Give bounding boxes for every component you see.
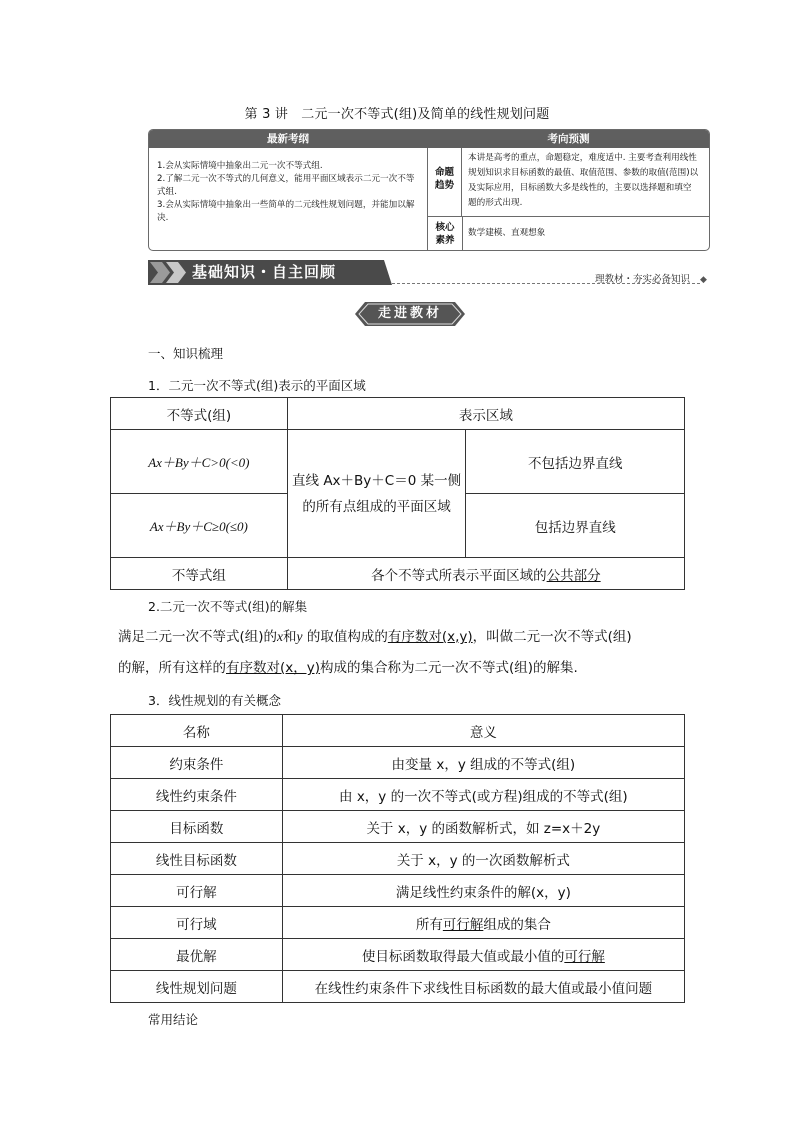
- table-cell: 包括边界直线: [466, 494, 685, 558]
- subsection-heading: 2.二元一次不等式(组)的解集: [148, 599, 308, 614]
- region-desc-line: 的所有点组成的平面区域: [302, 498, 451, 515]
- text: 和: [283, 629, 297, 645]
- cell-text: 所有: [415, 916, 443, 933]
- table-row: [111, 747, 685, 779]
- table-cell: 满足线性约束条件的解(x，y): [282, 875, 684, 907]
- region-table: [110, 397, 685, 590]
- trend-text: 本讲是高考的重点，命题稳定，难度适中. 主要考查利用线性规划知识求目标函数的最值、取值范围、参数的取值(范围)以及实际应用，目标函数大多是线性的，主要以选择题和填空题的形式出现.: [468, 153, 699, 208]
- trend-title: 考向预测: [547, 133, 590, 145]
- table-header: 名称: [111, 715, 283, 747]
- table-row: [111, 907, 685, 939]
- textbook-badge: [355, 302, 465, 326]
- table-row: [111, 811, 685, 843]
- table-header: 不等式(组): [111, 398, 288, 430]
- table-cell: [282, 939, 684, 971]
- section-heading: 常用结论: [148, 1012, 199, 1027]
- table-cell: 线性约束条件: [111, 779, 283, 811]
- cell-text: 组成的集合: [483, 916, 551, 933]
- table-cell: 不等式组: [111, 558, 288, 590]
- banner-tag: 理教材・夯实必备知识: [594, 274, 690, 285]
- text: ，叫做二元一次不等式(组): [472, 629, 632, 645]
- var-x: x: [277, 629, 284, 644]
- table-cell: 最优解: [111, 939, 283, 971]
- table-header: 意义: [282, 715, 684, 747]
- text: 的取值构成的: [302, 629, 388, 645]
- cell-text: 各个不等式所表示平面区域的: [371, 567, 547, 584]
- table-cell: 由 x，y 的一次不等式(或方程)组成的不等式(组): [282, 779, 684, 811]
- text-underlined: 有序数对(x，y): [226, 660, 321, 676]
- outline-item: 2.了解二元一次不等式的几何意义，能用平面区域表示二元一次不等式组.: [157, 174, 415, 197]
- var-y: y: [296, 629, 303, 644]
- badge-label: 走进教材: [377, 306, 442, 321]
- trend-label: 命题趋势: [428, 148, 462, 216]
- banner-title: 基础知识・自主回顾: [192, 263, 337, 281]
- outline-title: 最新考纲: [267, 133, 309, 145]
- outline-box: [148, 129, 710, 251]
- table-cell: Ax＋By＋C≥0(≤0): [111, 494, 288, 558]
- literacy-text: 数学建模、直观想象: [468, 228, 546, 238]
- table-row: [111, 875, 685, 907]
- divider: [428, 216, 709, 217]
- text: 满足二元一次不等式(组)的: [118, 629, 278, 645]
- paragraph-line: [118, 626, 632, 648]
- diamond-icon: ◆: [700, 275, 707, 285]
- section-heading: 一、知识梳理: [148, 346, 224, 361]
- table-cell: 在线性约束条件下求线性目标函数的最大值或最小值问题: [282, 971, 684, 1003]
- literacy-label: 核心素养: [428, 217, 463, 250]
- cell-text: 使目标函数取得最大值或最小值的: [361, 948, 565, 965]
- table-cell: 关于 x，y 的函数解析式，如 z=x＋2y: [282, 811, 684, 843]
- outline-list: [149, 148, 428, 250]
- table-cell: [287, 430, 466, 558]
- outline-item: 3.会从实际情境中抽象出一些简单的二元线性规划问题，并能加以解决.: [157, 200, 415, 223]
- subsection-heading: 1．二元一次不等式(组)表示的平面区域: [148, 378, 366, 393]
- text: 构成的集合称为二元一次不等式(组)的解集.: [320, 660, 578, 676]
- table-row: [111, 971, 685, 1003]
- cell-text-underlined: 公共部分: [546, 567, 601, 584]
- table-cell: [287, 558, 684, 590]
- subsection-heading: 3．线性规划的有关概念: [148, 693, 281, 708]
- table-cell: 线性目标函数: [111, 843, 283, 875]
- table-cell: 目标函数: [111, 811, 283, 843]
- text: 的解，所有这样的: [118, 660, 226, 676]
- table-cell: Ax＋By＋C>0(<0): [111, 430, 288, 494]
- outline-item: 1.会从实际情境中抽象出二元一次不等式组.: [157, 161, 323, 171]
- concept-table: [110, 714, 685, 1003]
- paragraph-line: [118, 657, 578, 679]
- section-banner: [148, 260, 392, 285]
- table-cell: 不包括边界直线: [466, 430, 685, 494]
- table-cell: 可行解: [111, 875, 283, 907]
- outline-header-bar: [149, 130, 709, 148]
- page-title: 第 3 讲 二元一次不等式(组)及简单的线性规划问题: [244, 107, 550, 122]
- table-cell: 关于 x，y 的一次函数解析式: [282, 843, 684, 875]
- table-cell: 可行域: [111, 907, 283, 939]
- table-row: [111, 843, 685, 875]
- table-row: [111, 779, 685, 811]
- table-header: 表示区域: [287, 398, 684, 430]
- table-cell: [282, 907, 684, 939]
- cell-text-underlined: 可行解: [442, 916, 484, 933]
- table-cell: 线性规划问题: [111, 971, 283, 1003]
- region-desc-line: 直线 Ax＋By＋C＝0 某一侧: [292, 472, 462, 489]
- table-row: [111, 939, 685, 971]
- cell-text-underlined: 可行解: [564, 948, 605, 965]
- text-underlined: 有序数对(x,y): [387, 629, 473, 645]
- table-cell: 由变量 x，y 组成的不等式(组): [282, 747, 684, 779]
- table-cell: 约束条件: [111, 747, 283, 779]
